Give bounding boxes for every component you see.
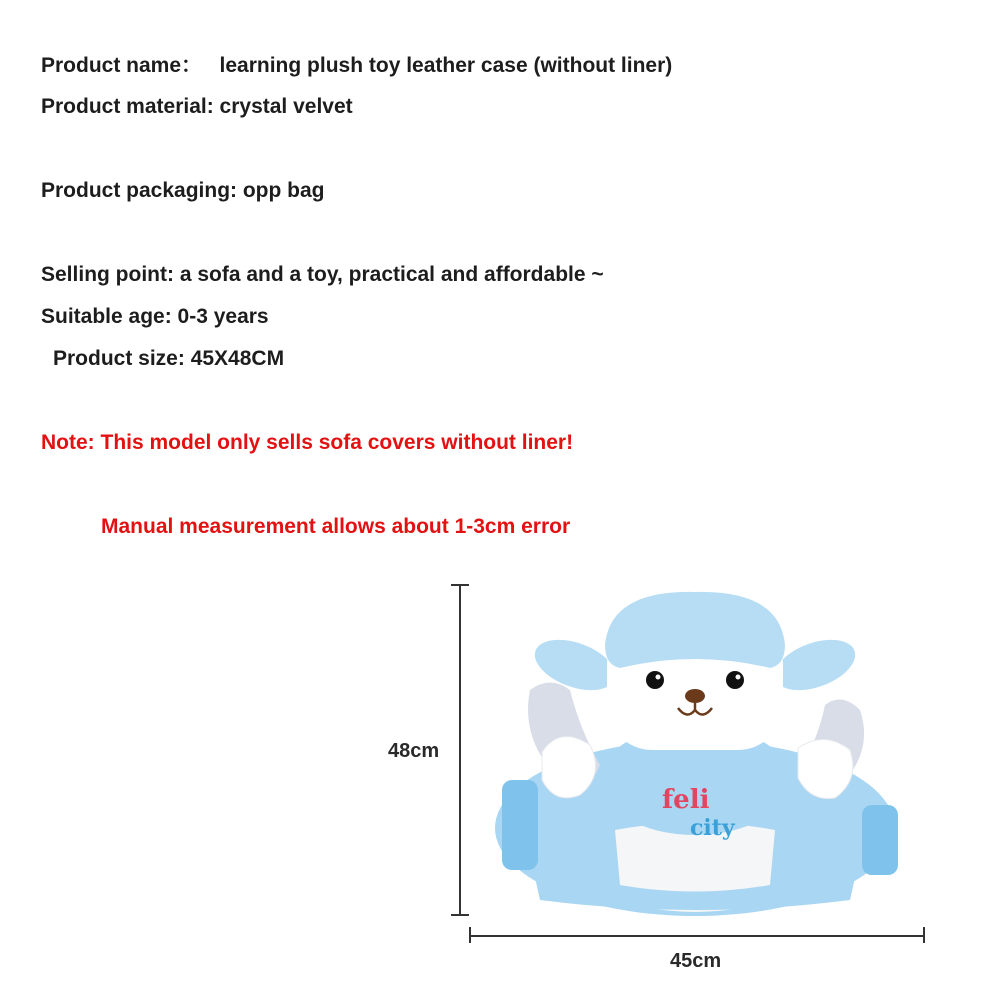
plush-sofa-product-image bbox=[480, 580, 910, 925]
toy-nose bbox=[685, 689, 705, 703]
embroidery-feli: feli bbox=[662, 785, 710, 815]
product-material-line: Product material: crystal velvet bbox=[41, 95, 353, 118]
width-dimension-right-tick bbox=[923, 927, 925, 943]
right-strap bbox=[862, 805, 898, 875]
note-line: Note: This model only sells sofa covers without liner! bbox=[41, 431, 574, 454]
embroidery-city: city bbox=[690, 815, 735, 841]
height-label: 48cm bbox=[388, 740, 440, 762]
left-strap bbox=[502, 780, 538, 870]
width-dimension-left-tick bbox=[469, 927, 471, 943]
left-eye bbox=[646, 671, 664, 689]
suitable-age-line: Suitable age: 0-3 years bbox=[41, 305, 269, 328]
height-dimension-bottom-tick bbox=[451, 914, 469, 916]
width-label: 45cm bbox=[670, 950, 722, 972]
toy-hat bbox=[605, 592, 785, 668]
selling-point-line: Selling point: a sofa and a toy, practical and affordable ~ bbox=[41, 263, 604, 286]
product-packaging-line: Product packaging: opp bag bbox=[41, 179, 325, 202]
right-claw bbox=[798, 739, 853, 798]
product-name-line: Product name： learning plush toy leather case (without liner) bbox=[41, 54, 673, 77]
height-dimension-top-tick bbox=[451, 584, 469, 586]
measurement-note-line: Manual measurement allows about 1-3cm error bbox=[101, 515, 571, 538]
height-dimension-line bbox=[459, 585, 461, 916]
right-eye bbox=[726, 671, 744, 689]
product-size-line: Product size: 45X48CM bbox=[53, 347, 285, 370]
width-dimension-line bbox=[470, 935, 925, 937]
